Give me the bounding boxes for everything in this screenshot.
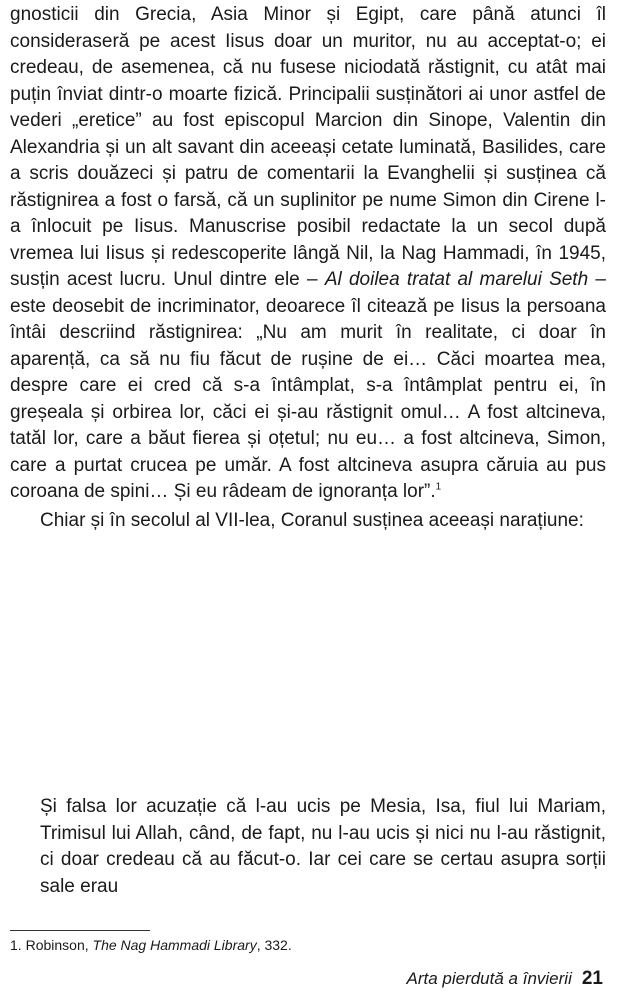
running-title: Arta pierdută a învierii xyxy=(406,969,572,988)
paragraph-gnostics xyxy=(10,2,606,506)
paragraph-part-1: gnosticii din Grecia, Asia Minor și Egipt, care până atunci îl consideraseră pe acest Iisus doar un muritor, nu au acceptat-o; ei credeau, de asemenea, că nu fusese niciodată răstignit, cu atât mai puțin înviat dintr-o moarte fizică. Principalii susținători ai unor astfel de vederi „eretice” au fost episcopul Marcion din Sinope, Valentin din Alexandria și un alt savant din aceeași cetate luminată, Basilides, care a scris douăzeci și patru de comentarii la Evanghelii și susținea că răstignirea a fost o farsă, că un suplinitor pe nume Simon din Cirene l-a înlocuit pe Iisus. Manuscrise posibil redactate la un secol după vremea lui Iisus și redescoperite lângă Nil, la Nag Hammadi, în 1945, susțin acest lucru. Unul dintre ele – xyxy=(10,4,606,290)
page-number: 21 xyxy=(581,968,603,989)
footnote-number: 1. xyxy=(10,937,22,953)
main-text xyxy=(10,2,606,534)
footnote-divider xyxy=(10,930,150,931)
treatise-title: Al doilea tratat al marelui Seth xyxy=(324,269,589,290)
running-footer xyxy=(406,966,603,992)
footnote-title: The Nag Hammadi Library xyxy=(92,937,257,953)
footnote-reference[interactable]: 1 xyxy=(435,481,442,493)
paragraph-quran: Chiar și în secolul al VII-lea, Coranul susținea aceeași narațiune: xyxy=(40,509,584,531)
footnote xyxy=(10,935,600,955)
paragraph-part-2: – este deosebit de incriminator, deoarece îl citează pe Iisus la persoana întâi descriind răstignirea: „Nu am murit în realitate, ci doar în aparență, ca să nu fiu făcut de rușine de ei… Căci moartea mea, despre care ei cred că s-a întâmplat, s-a întâmplat pentru ei, în greșeala și orbirea lor, căci ei și-au răstignit omul… A fost altcineva, tatăl lor, care a băut fierea și oțetul; nu eu… a fost altcineva, Simon, care a purtat crucea pe umăr. A fost altcineva asupra căruia au pus coroana de spini… Și eu râdeam de ignoranța lor”. xyxy=(10,269,606,502)
block-quote: Și falsa lor acuzație că l-au ucis pe Mesia, Isa, fiul lui Mariam, Trimisul lui Allah, când, de fapt, nu l-au ucis și nici nu l-au răstignit, ci doar credeau că au făcut-o. Iar cei care se certau asupra sorții sale erau xyxy=(40,796,606,897)
footnote-page: , 332. xyxy=(256,937,292,953)
footnote-author: Robinson, xyxy=(25,937,89,953)
